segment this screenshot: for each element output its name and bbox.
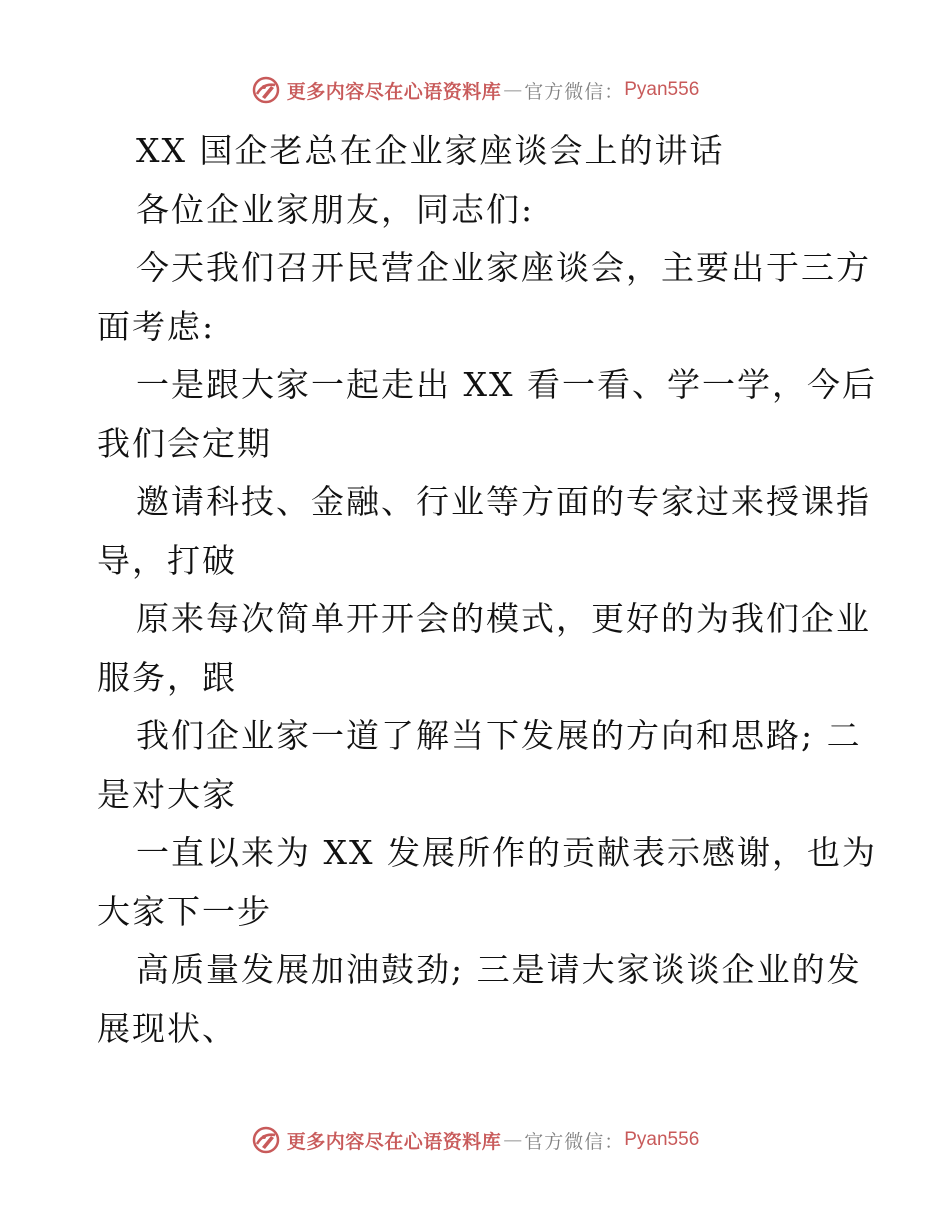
document-body	[97, 122, 877, 1058]
banner-main-text: 更多内容尽在心语资料库	[286, 1130, 502, 1153]
pen-swirl-logo-icon	[251, 75, 281, 105]
text-line: 面考虑:	[97, 306, 216, 346]
text-line: 是对大家	[97, 774, 237, 814]
text-line: 一是跟大家一起走出 XX 看一看、学一学，今后	[136, 365, 877, 404]
text-line: 我们企业家一道了解当下发展的方向和思路; 二	[136, 716, 862, 755]
banner-main-text: 更多内容尽在心语资料库	[286, 80, 502, 103]
text-line: 各位企业家朋友，同志们:	[136, 189, 535, 229]
text-line: 导，打破	[97, 540, 237, 580]
banner-wechat-id: Pyan556	[624, 1129, 700, 1150]
banner-dash: —	[503, 1129, 523, 1151]
text-line: 服务，跟	[97, 657, 237, 697]
text-line: 今天我们召开民营企业家座谈会，主要出于三方	[136, 248, 871, 287]
text-line: 原来每次简单开开会的模式，更好的为我们企业	[136, 599, 871, 638]
pen-swirl-logo-icon	[251, 1125, 281, 1155]
banner-wechat-label: 官方微信：	[524, 80, 625, 103]
text-line: 我们会定期	[97, 423, 272, 463]
footer-banner	[0, 1120, 950, 1160]
text-line: XX 国企老总在企业家座谈会上的讲话	[136, 131, 725, 170]
text-line: 邀请科技、金融、行业等方面的专家过来授课指	[136, 482, 871, 521]
text-line: 大家下一步	[97, 891, 272, 931]
banner-wechat-id: Pyan556	[624, 79, 700, 100]
text-line: 一直以来为 XX 发展所作的贡献表示感谢，也为	[136, 833, 877, 872]
banner-dash: —	[503, 79, 523, 101]
text-line: 展现状、	[97, 1008, 237, 1048]
header-banner	[0, 70, 950, 110]
text-line: 高质量发展加油鼓劲; 三是请大家谈谈企业的发	[136, 950, 862, 989]
banner-wechat-label: 官方微信：	[524, 1130, 625, 1153]
